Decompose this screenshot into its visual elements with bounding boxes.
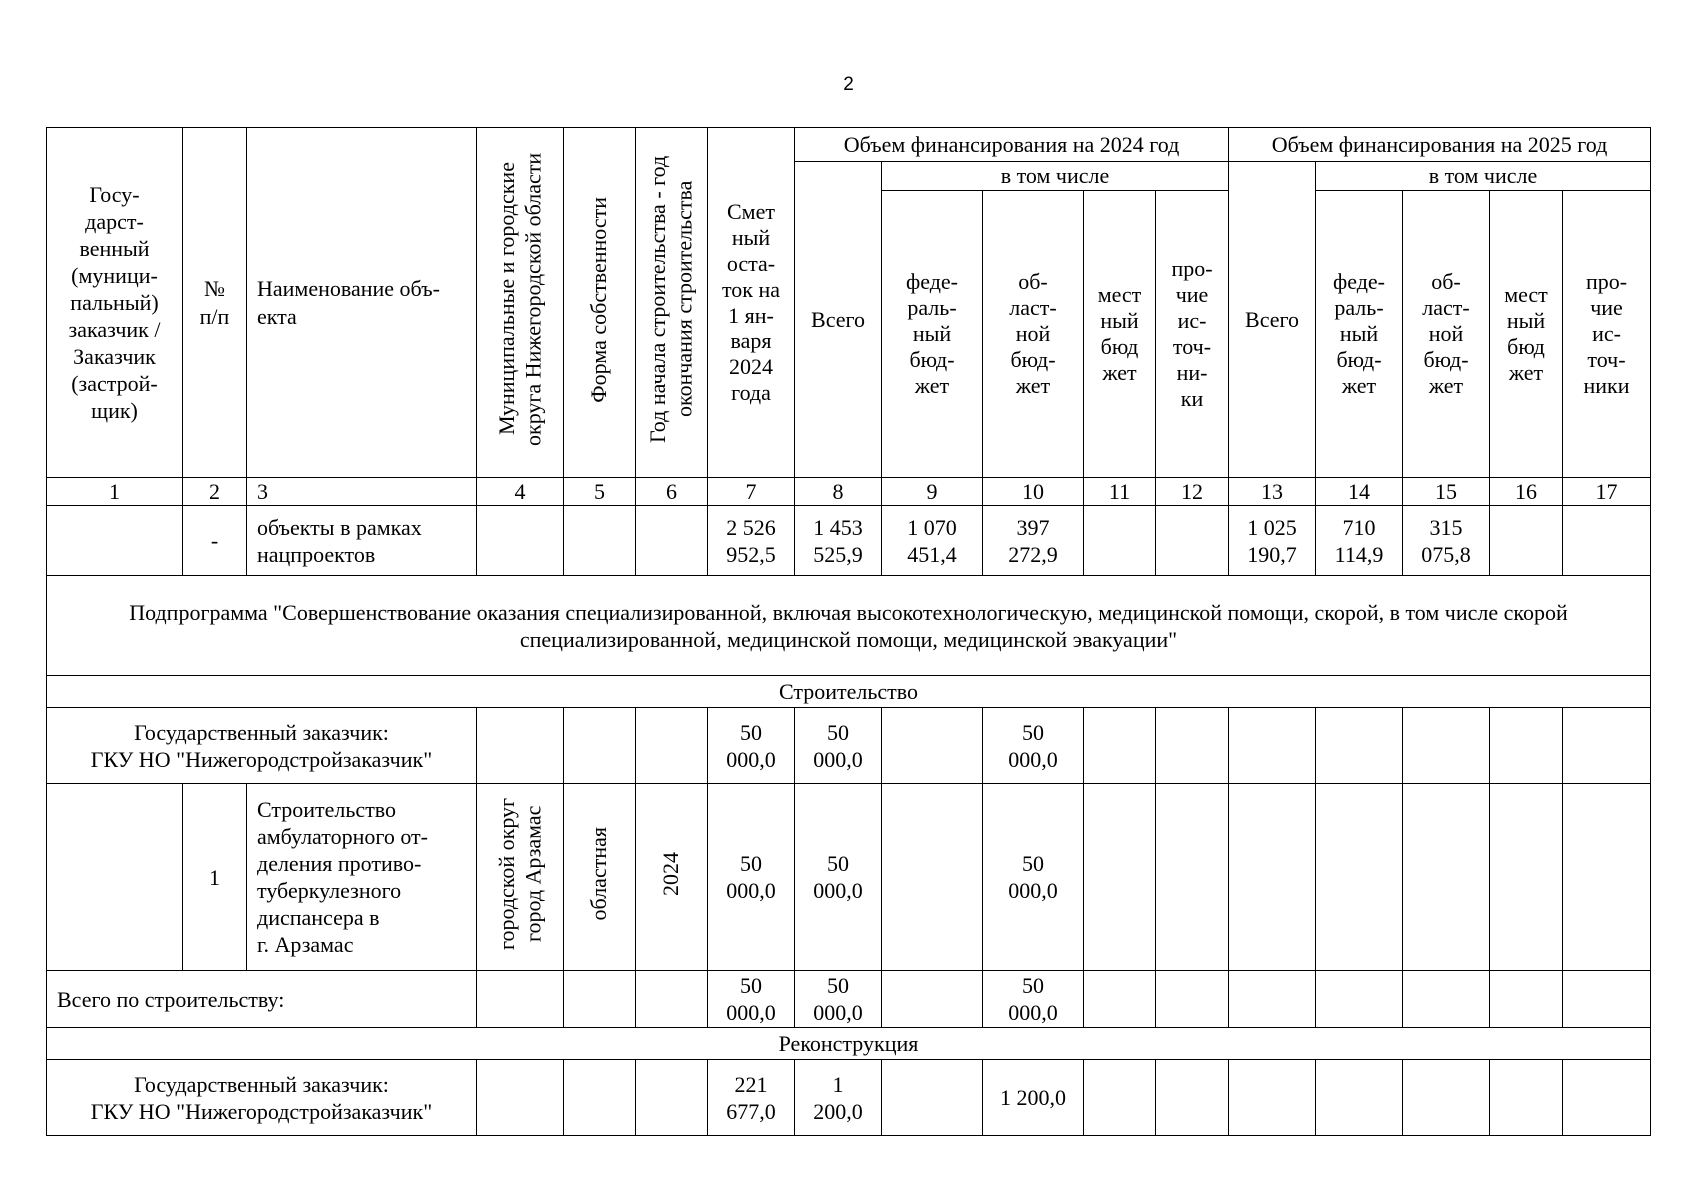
header-total-2025: Всего (1229, 162, 1316, 478)
customer-construction-row (47, 708, 1651, 784)
header-regional-2025: об- ласт- ной бюд- жет (1403, 191, 1490, 478)
cell-empty (47, 506, 183, 576)
header-ownership: Форма собственности (586, 196, 612, 403)
construction-total-2024: 50 000,0 (795, 971, 882, 1028)
cell-empty (1563, 784, 1651, 971)
header-municipality: Муниципальные и городские округа Нижегородской области (493, 152, 545, 447)
object-1-number: 1 (183, 784, 247, 971)
object-1-years: 2024 (658, 852, 684, 897)
col-num: 4 (477, 478, 564, 506)
cell-empty (564, 506, 636, 576)
object-1-ownership-cell (564, 784, 636, 971)
col-num: 1 (47, 478, 183, 506)
col-num: 11 (1084, 478, 1156, 506)
col-num: 6 (636, 478, 708, 506)
col-num: 5 (564, 478, 636, 506)
cell-empty (1156, 1060, 1229, 1136)
header-federal-2024: феде- раль- ный бюд- жет (882, 191, 983, 478)
construction-total-row (47, 971, 1651, 1028)
natproject-total-2024: 1 453 525,9 (795, 506, 882, 576)
col-num: 16 (1490, 478, 1563, 506)
object-1-municipality-cell (477, 784, 564, 971)
header-object-name: Наименование объ- екта (247, 128, 477, 478)
customer-reconstruction-name: Государственный заказчик: ГКУ НО "Нижегородстройзаказчик" (47, 1060, 477, 1136)
header-including-2025: в том числе (1316, 162, 1651, 191)
cell-empty (636, 971, 708, 1028)
header-other-2025: про- чие ис- точ- ники (1563, 191, 1651, 478)
col-num: 3 (247, 478, 477, 506)
cell-empty (477, 1060, 564, 1136)
cell-empty (1229, 708, 1316, 784)
cell-empty (477, 708, 564, 784)
cell-empty (1316, 708, 1403, 784)
natproject-name: объекты в рамках нацпроектов (247, 506, 477, 576)
header-years: Год начала строительства - год окончания строительства (645, 155, 697, 444)
cell-empty (1316, 971, 1403, 1028)
cell-empty (1156, 708, 1229, 784)
cell-empty (1084, 1060, 1156, 1136)
natproject-federal-2025: 710 114,9 (1316, 506, 1403, 576)
header-years-cell (636, 128, 708, 478)
natproject-row (47, 506, 1651, 576)
header-municipality-cell (477, 128, 564, 478)
cell-empty (1316, 1060, 1403, 1136)
header-local-2025: мест ный бюд жет (1490, 191, 1563, 478)
object-1-total-2024: 50 000,0 (795, 784, 882, 971)
header-funding-2024: Объем финансирования на 2024 год (795, 128, 1229, 162)
header-total-2024: Всего (795, 162, 882, 478)
object-1-remainder: 50 000,0 (708, 784, 795, 971)
object-1-regional-2024: 50 000,0 (983, 784, 1084, 971)
col-num: 13 (1229, 478, 1316, 506)
cell-empty (882, 971, 983, 1028)
cell-empty (1084, 784, 1156, 971)
col-num: 10 (983, 478, 1084, 506)
cell-empty (882, 708, 983, 784)
cell-empty (1229, 1060, 1316, 1136)
natproject-regional-2025: 315 075,8 (1403, 506, 1490, 576)
cell-empty (1563, 971, 1651, 1028)
header-federal-2025: феде- раль- ный бюд- жет (1316, 191, 1403, 478)
header-ownership-cell (564, 128, 636, 478)
col-num: 2 (183, 478, 247, 506)
page-number: 2 (843, 74, 854, 95)
customer-construction-regional-2024: 50 000,0 (983, 708, 1084, 784)
financing-table (46, 127, 1651, 1136)
header-regional-2024: об- ласт- ной бюд- жет (983, 191, 1084, 478)
col-num: 17 (1563, 478, 1651, 506)
customer-reconstruction-remainder: 221 677,0 (708, 1060, 795, 1136)
cell-empty (477, 971, 564, 1028)
header-remainder: Смет ный оста- ток на 1 ян- варя 2024 года (708, 128, 795, 478)
cell-empty (882, 1060, 983, 1136)
cell-empty (1490, 784, 1563, 971)
cell-empty (47, 784, 183, 971)
cell-empty (1084, 971, 1156, 1028)
cell-empty (1563, 708, 1651, 784)
object-1-years-cell (636, 784, 708, 971)
cell-empty (1490, 708, 1563, 784)
construction-section-row (47, 676, 1651, 708)
customer-reconstruction-total-2024: 1 200,0 (795, 1060, 882, 1136)
column-numbers-row (47, 478, 1651, 506)
natproject-federal-2024: 1 070 451,4 (882, 506, 983, 576)
header-funding-2025: Объем финансирования на 2025 год (1229, 128, 1651, 162)
cell-empty (1403, 971, 1490, 1028)
customer-reconstruction-row (47, 1060, 1651, 1136)
construction-total-regional-2024: 50 000,0 (983, 971, 1084, 1028)
object-1-municipality: городской округ город Арзамас (493, 798, 545, 951)
natproject-regional-2024: 397 272,9 (983, 506, 1084, 576)
customer-construction-remainder: 50 000,0 (708, 708, 795, 784)
cell-empty (1403, 708, 1490, 784)
cell-empty (1229, 784, 1316, 971)
construction-total-remainder: 50 000,0 (708, 971, 795, 1028)
cell-empty (1490, 1060, 1563, 1136)
header-including-2024: в том числе (882, 162, 1229, 191)
cell-empty (636, 708, 708, 784)
cell-empty (1156, 506, 1229, 576)
cell-empty (1490, 971, 1563, 1028)
cell-empty (1403, 784, 1490, 971)
construction-section-title: Строительство (47, 676, 1651, 708)
cell-empty (1563, 506, 1651, 576)
col-num: 15 (1403, 478, 1490, 506)
cell-empty (477, 506, 564, 576)
col-num: 8 (795, 478, 882, 506)
natproject-number: - (183, 506, 247, 576)
cell-empty (1156, 971, 1229, 1028)
cell-empty (882, 784, 983, 971)
customer-reconstruction-regional-2024: 1 200,0 (983, 1060, 1084, 1136)
customer-construction-total-2024: 50 000,0 (795, 708, 882, 784)
reconstruction-section-title: Реконструкция (47, 1028, 1651, 1060)
cell-empty (564, 971, 636, 1028)
cell-empty (1316, 784, 1403, 971)
header-other-2024: про- чие ис- точ- ни- ки (1156, 191, 1229, 478)
construction-total-label: Всего по строительству: (47, 971, 477, 1028)
cell-empty (636, 1060, 708, 1136)
object-1-ownership: областная (586, 827, 612, 921)
subprogram-title: Подпрограмма "Совершенствование оказания специализированной, включая высокотехнологическую, медицинской помощи, скорой, в том числе скорой специализированной, медицинской помощи, медицинской эвакуации" (47, 576, 1651, 676)
col-num: 14 (1316, 478, 1403, 506)
natproject-remainder: 2 526 952,5 (708, 506, 795, 576)
header-row-1 (47, 128, 1651, 162)
subprogram-row (47, 576, 1651, 676)
cell-empty (1403, 1060, 1490, 1136)
cell-empty (564, 1060, 636, 1136)
cell-empty (1490, 506, 1563, 576)
col-num: 12 (1156, 478, 1229, 506)
header-number: № п/п (183, 128, 247, 478)
col-num: 9 (882, 478, 983, 506)
cell-empty (1084, 506, 1156, 576)
object-1-name: Строительство амбулаторного от- деления противо- туберкулезного диспансера в г. Арзамас (247, 784, 477, 971)
header-customer: Госу- дарст- венный (муници- пальный) заказчик / Заказчик (застрой- щик) (47, 128, 183, 478)
col-num: 7 (708, 478, 795, 506)
reconstruction-section-row (47, 1028, 1651, 1060)
cell-empty (1563, 1060, 1651, 1136)
cell-empty (1084, 708, 1156, 784)
cell-empty (636, 506, 708, 576)
customer-construction-name: Государственный заказчик: ГКУ НО "Нижегородстройзаказчик" (47, 708, 477, 784)
natproject-total-2025: 1 025 190,7 (1229, 506, 1316, 576)
cell-empty (564, 708, 636, 784)
cell-empty (1229, 971, 1316, 1028)
header-local-2024: мест ный бюд жет (1084, 191, 1156, 478)
object-1-row (47, 784, 1651, 971)
cell-empty (1156, 784, 1229, 971)
